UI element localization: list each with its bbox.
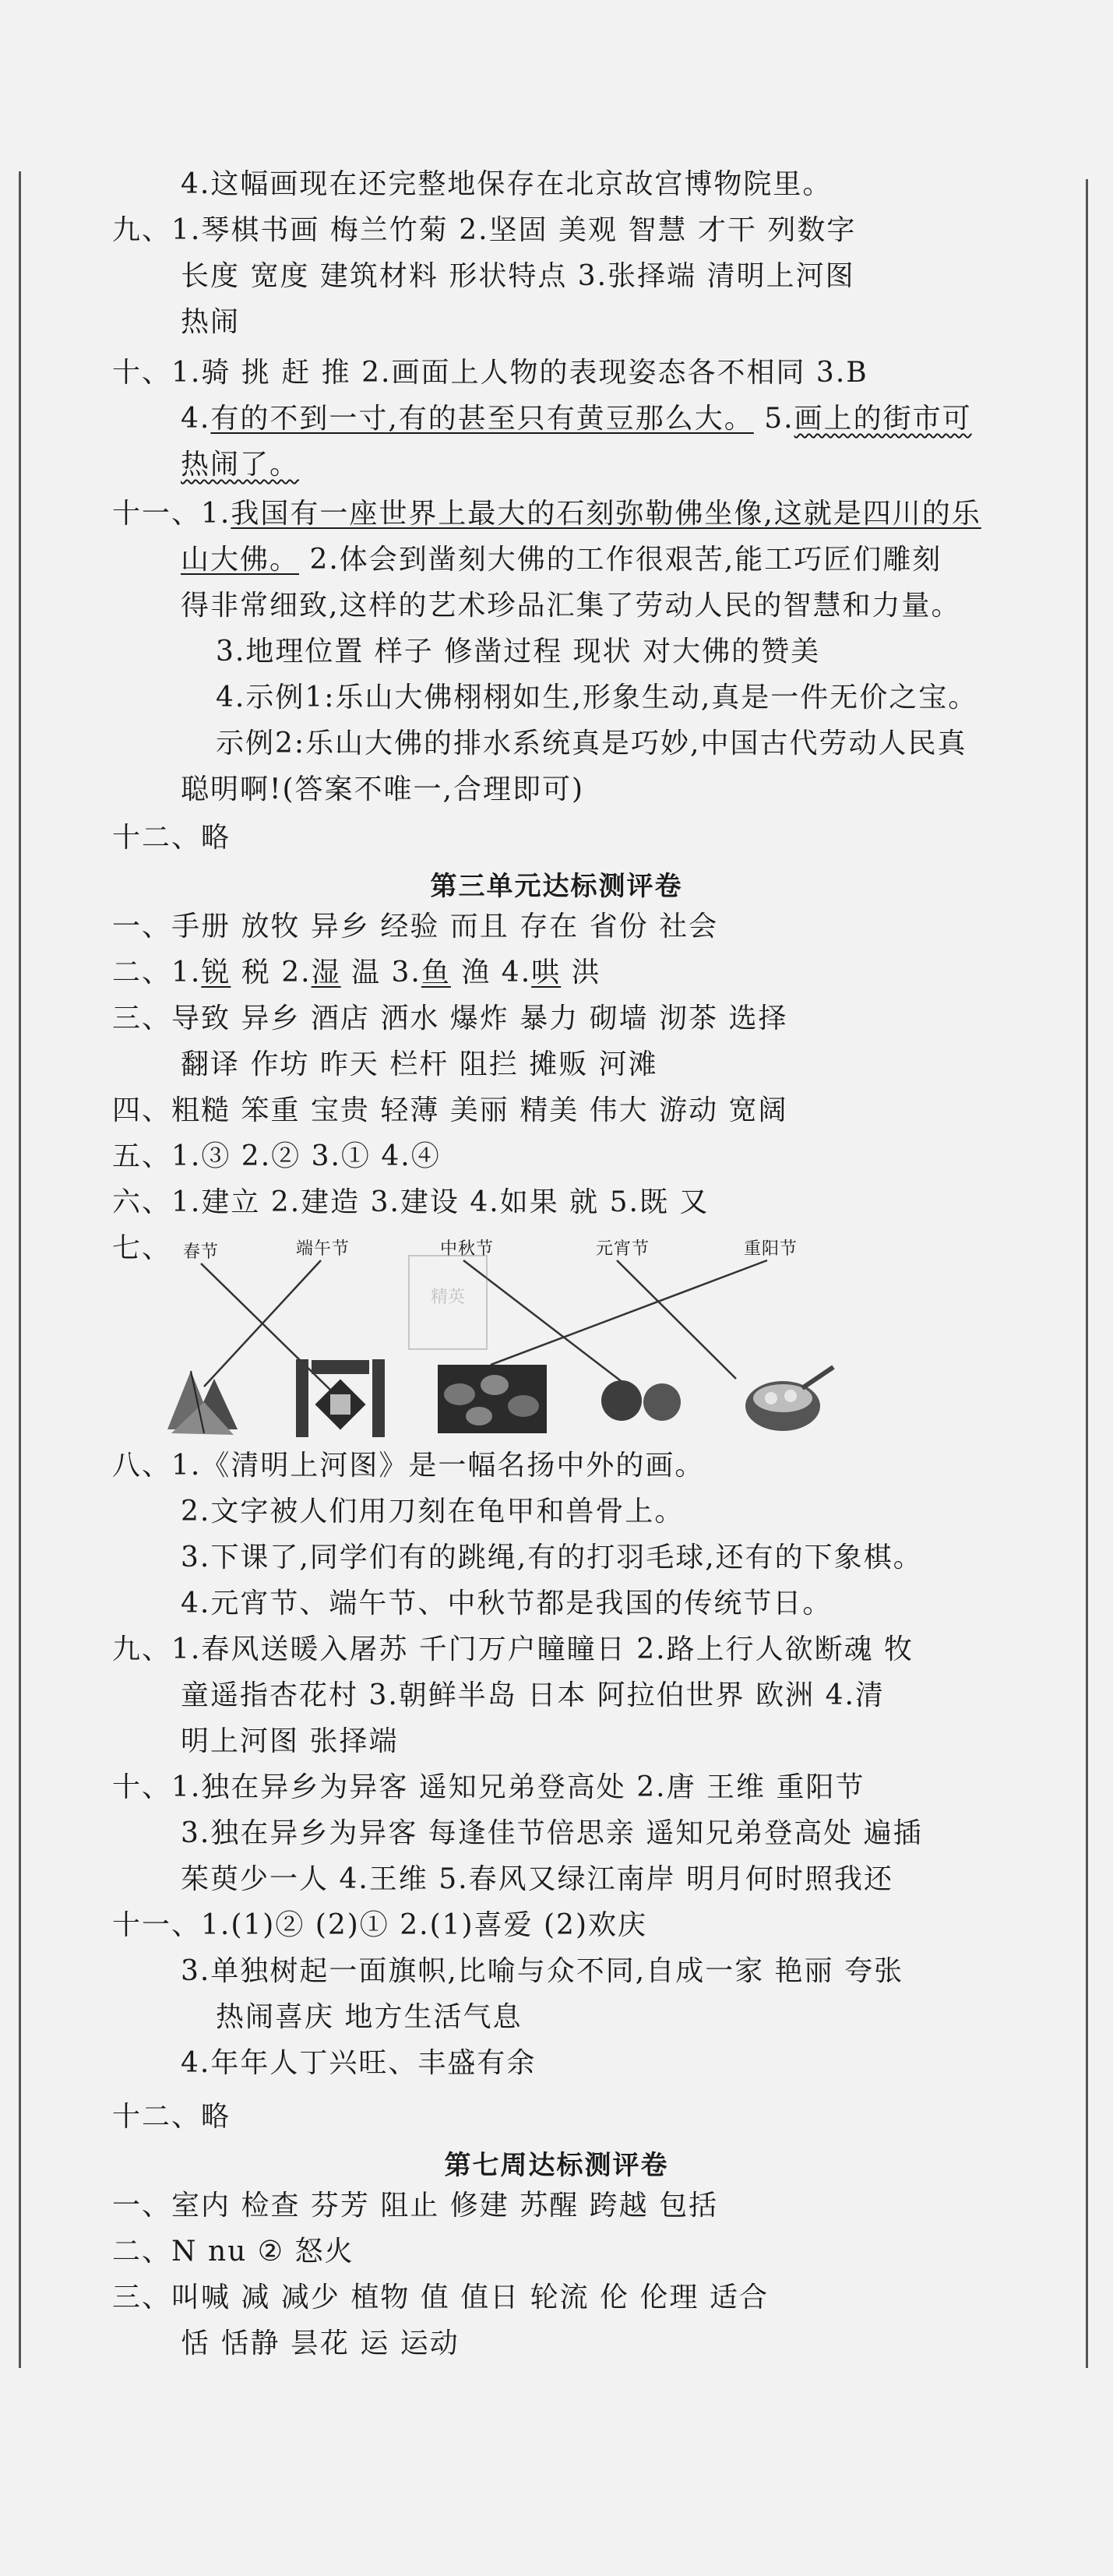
answer-line: 十、1.骑 挑 赶 推 2.画面上人物的表现姿态各不相同 3.B <box>112 357 868 389</box>
answer-line: 聪明啊!(答案不唯一,合理即可) <box>181 774 585 805</box>
answer-line: 4.元宵节、端午节、中秋节都是我国的传统节日。 <box>181 1588 833 1619</box>
section-title: 第三单元达标测评卷 <box>430 871 683 902</box>
festival-label: 元宵节 <box>596 1239 650 1259</box>
answer-line: 4.这幅画现在还完整地保存在北京故宫博物院里。 <box>181 168 833 200</box>
underlined-answer: 湿 <box>311 957 341 988</box>
answer-line: 十、1.独在异乡为异客 遥知兄弟登高处 2.唐 王维 重阳节 <box>112 1771 865 1803</box>
festival-label: 重阳节 <box>744 1239 798 1259</box>
text-seg: 税 2. <box>231 957 312 988</box>
answer-line: 茱萸少一人 4.王维 5.春风又绿江南岸 明月何时照我还 <box>181 1863 894 1895</box>
mooncakes-image <box>438 1365 547 1433</box>
underlined-answer: 锐 <box>201 957 231 988</box>
answer-line: 八、1.《清明上河图》是一幅名扬中外的画。 <box>112 1450 705 1482</box>
wavy-underlined-answer: 热闹了。 <box>181 449 300 481</box>
answer-line: 4.示例1:乐山大佛栩栩如生,形象生动,真是一件无价之宝。 <box>216 682 978 714</box>
answer-line: 3.地理位置 样子 修凿过程 现状 对大佛的赞美 <box>216 636 821 668</box>
question-label: 七、 <box>112 1232 172 1264</box>
festival-label: 端午节 <box>296 1239 350 1259</box>
answer-line: 一、室内 检查 芬芳 阻止 修建 苏醒 跨越 包括 <box>112 2190 719 2222</box>
festival-label: 春节 <box>183 1242 220 1262</box>
answer-line: 示例2:乐山大佛的排水系统真是巧妙,中国古代劳动人民真 <box>216 728 967 759</box>
answer-line: 翻译 作坊 昨天 栏杆 阻拦 摊贩 河滩 <box>181 1048 658 1080</box>
answer-line: 童遥指杏花村 3.朝鲜半岛 日本 阿拉伯世界 欧洲 4.清 <box>181 1679 885 1711</box>
underlined-answer: 山大佛。 <box>181 544 300 576</box>
section-title: 第七周达标测评卷 <box>444 2150 669 2181</box>
answer-line: 三、导致 异乡 酒店 洒水 爆炸 暴力 砌墙 沏茶 选择 <box>112 1003 788 1034</box>
underlined-answer: 有的不到一寸,有的甚至只有黄豆那么大。 <box>210 403 754 435</box>
answer-line: 4.年年人丁兴旺、丰盛有余 <box>181 2047 537 2079</box>
answer-line: 九、1.春风送暖入屠苏 千门万户瞳瞳日 2.路上行人欲断魂 牧 <box>112 1633 914 1665</box>
answer-line: 十二、略 <box>112 2101 231 2133</box>
answer-line: 得非常细致,这样的艺术珍品汇集了劳动人民的智慧和力量。 <box>181 590 961 622</box>
underlined-answer: 我国有一座世界上最大的石刻弥勒佛坐像,这就是四川的乐 <box>231 498 981 530</box>
answer-line: 一、手册 放牧 异乡 经验 而且 存在 省份 社会 <box>112 911 719 943</box>
text-seg: 十一、1. <box>112 498 231 530</box>
text-seg: 4. <box>181 403 211 435</box>
answer-line: 五、1.③ 2.② 3.① 4.④ <box>112 1140 441 1172</box>
answer-line: 3.独在异乡为异客 每逢佳节倍思亲 遥知兄弟登高处 遍插 <box>181 1817 923 1849</box>
answer-line: 二、N nu ② 怒火 <box>112 2236 354 2268</box>
answer-line: 3.下课了,同学们有的跳绳,有的打羽毛球,还有的下象棋。 <box>181 1542 923 1573</box>
underlined-answer: 鱼 <box>421 957 451 988</box>
text-seg: 渔 4. <box>450 957 532 988</box>
answer-line: 九、1.琴棋书画 梅兰竹菊 2.坚固 美观 智慧 才干 列数字 <box>112 214 857 246</box>
answer-line: 长度 宽度 建筑材料 形状特点 3.张择端 清明上河图 <box>181 260 855 292</box>
watermark-text: 精英 <box>430 1288 466 1307</box>
oranges-image <box>601 1380 681 1421</box>
answer-line: 六、1.建立 2.建造 3.建设 4.如果 就 5.既 又 <box>112 1186 710 1218</box>
zongzi-image <box>167 1371 238 1435</box>
text-seg: 温 3. <box>340 957 421 988</box>
couplets-image <box>296 1359 385 1437</box>
answer-line: 热闹 <box>181 306 241 338</box>
answer-line: 四、粗糙 笨重 宝贵 轻薄 美丽 精美 伟大 游动 宽阔 <box>112 1094 788 1126</box>
answer-line: 2.文字被人们用刀刻在龟甲和兽骨上。 <box>181 1496 685 1528</box>
match-line <box>201 1263 335 1394</box>
festival-label: 中秋节 <box>440 1239 495 1259</box>
underlined-answer: 哄 <box>531 957 562 988</box>
answer-line: 热闹喜庆 地方生活气息 <box>216 2001 523 2033</box>
text-seg: 二、1. <box>112 957 202 988</box>
answer-line: 明上河图 张择端 <box>181 1725 399 1757</box>
answer-line: 三、叫喊 减 减少 植物 值 值日 轮流 伦 伦理 适合 <box>112 2282 769 2313</box>
wavy-underlined-answer: 画上的街市可 <box>794 403 972 435</box>
answer-line: 3.单独树起一面旗帜,比喻与众不同,自成一家 艳丽 夸张 <box>181 1955 904 1987</box>
tangyuan-image <box>745 1367 833 1431</box>
text-seg: 洪 <box>561 957 601 988</box>
answer-line: 十一、1.(1)② (2)① 2.(1)喜爱 (2)欢庆 <box>112 1909 648 1941</box>
text-seg: 5. <box>753 403 794 435</box>
answer-line: 十二、略 <box>112 822 231 854</box>
answer-line: 恬 恬静 昙花 运 运动 <box>181 2328 460 2359</box>
text-seg: 2.体会到凿刻大佛的工作很艰苦,能工巧匠们雕刻 <box>299 544 942 576</box>
